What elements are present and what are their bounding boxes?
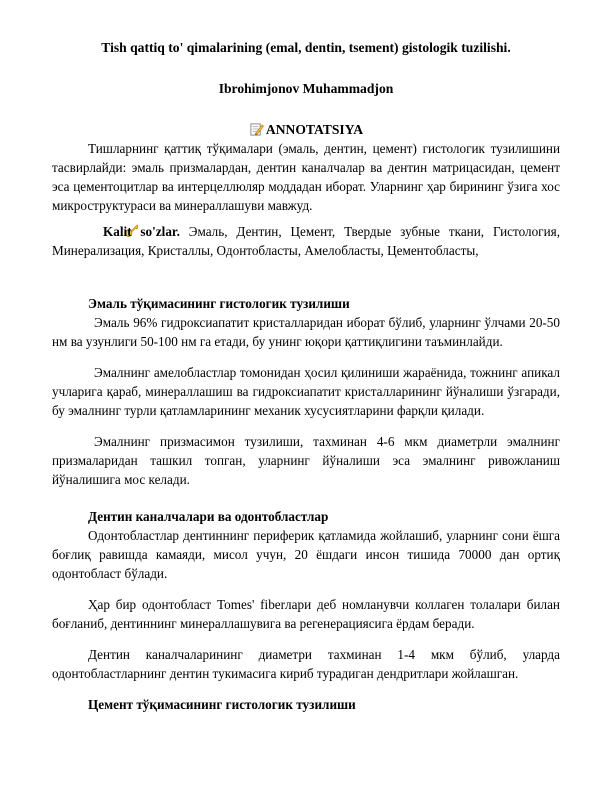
dentin-paragraph-3: Дентин каналчаларининг диаметри тахминан 1-4 мкм бўлиб, уларда одонтобластларнинг дентин тукимасига кириб турадиган дендритлари жойлашган. [52,647,560,681]
annotation-heading-row [52,120,560,139]
section-heading-dentin: Дентин каналчалари ва одонтобластлар [88,509,329,524]
spacer [52,683,560,695]
enamel-paragraph-1: Эмаль 96% гидроксиапатит кристалларидан иборат бўлиб, уларнинг ўлчами 20-50 нм ва узунлиги 50-100 нм га етади, бу унинг юқори қаттиқлигини таъминлайди. [52,315,560,349]
dentin-paragraph-1: Одонтобластлар дентиннинг периферик қатламида жойлашиб, уларнинг сони ёшга боғлиқ равишда камаяди, мисол учун, 20 ёшдаги инсон тишида 70000 дан ортиқ одонтобласт бўлади. [52,528,560,581]
dentin-paragraph-2: Ҳар бир одонтобласт Tomes' fiberлари деб номланувчи коллаген толалари билан боғланиб, дентиннинг минераллашувига ва регенерациясига ёрдам беради. [52,597,560,631]
spacer [52,260,560,294]
spacer [52,489,560,507]
annotation-heading: ANNOTATSIYA [265,122,364,137]
paper-title: Tish qattiq to' qimalarining (emal, dentin, tsement) gistologik tuzilishi. [101,40,511,55]
enamel-paragraph-2: Эмалнинг амелобластлар томонидан ҳосил қилиниши жараёнида, тожнинг апикал учларига қараб, минераллашиш ва гидроксиапатит кристалларининг йўналиши ўзгаради, бу эмалнинг турли қатламларининг механик хусусиятларини фарқли қилади. [52,365,560,418]
keywords-paragraph [52,222,560,260]
section-heading-cement: Цемент тўқимасининг гистологик тузилиши [88,697,356,712]
memo-icon [249,122,264,137]
section-heading-enamel: Эмаль тўқимасининг гистологик тузилиши [88,296,350,311]
author-name: Ibrohimjonov Muhammadjon [218,81,394,96]
keywords-text: Эмаль, Дентин, Цемент, Твердые зубные ткани, Гистология, Минерализация, Кристаллы, Одонтобласты, Амелобласты, Цементобласты, [52,224,560,258]
key-icon [88,223,103,238]
enamel-paragraph-3: Эмалнинг призмасимон тузилиши, тахминан 4-6 мкм диаметрли эмалнинг призмаларидан ташкил топган, уларнинг йўналиши эса эмалнинг ривожланиш йўналишига мос келади. [52,434,560,487]
keywords-label: Kalit so'zlar. [103,224,180,239]
annotation-text: Тишларнинг қаттиқ тўқималари (эмаль, дентин, цемент) гистологик тузилишини тасвирлайди: эмаль призмалардан, дентин каналчалар ва дентин матрицасидан, цемент эса цементоцитлар ва интерцеллюляр моддадан иборат. Уларнинг ҳар бирининг ўзига хос микроструктураси ва минераллашуви мавжуд. [52,141,560,213]
